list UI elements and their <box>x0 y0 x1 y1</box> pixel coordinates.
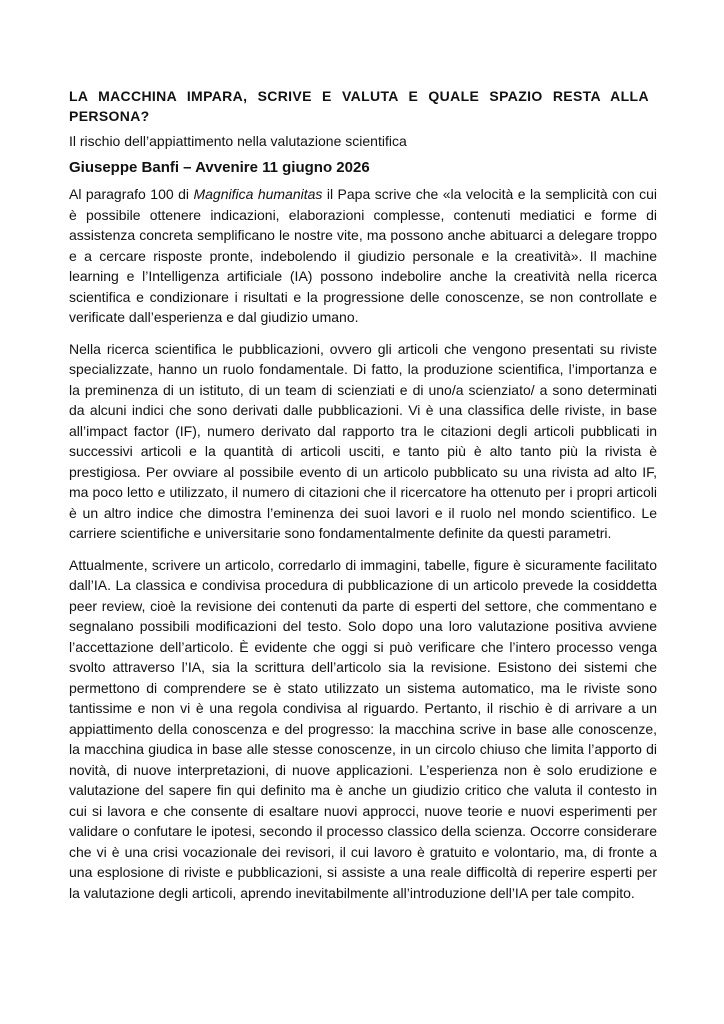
document-page <box>69 86 657 914</box>
article-subtitle: Il rischio dell’appiattimento nella valutazione scientifica <box>69 133 407 149</box>
article-byline: Giuseppe Banfi – Avvenire 11 giugno 2026 <box>69 159 370 176</box>
paragraph-1-text-before: Al paragrafo 100 di <box>69 186 194 202</box>
paragraph-1-text-after: il Papa scrive che «la velocità e la semplicità con cui è possibile ottenere indicazioni, elaborazioni complesse, contenuti mediatici e forme di assistenza concreta semplificano le nostre vite, ma possono anche abituarci a delegare troppo e a cercare risposte pronte, indebolendo il giudizio personale e la creatività». Il machine learning e l’Intelligenza artificiale (IA) possono indebolire anche la creatività nella ricerca scientifica e condizionare i risultati e la progressione delle conoscenze, se non controllate e verificate dall’esperienza e dal giudizio umano. <box>69 186 657 325</box>
article-title: LA MACCHINA IMPARA, SCRIVE E VALUTA E QUALE SPAZIO RESTA ALLA PERSONA? <box>69 88 649 124</box>
encyclical-title: Magnifica humanitas <box>193 186 323 202</box>
paragraph-1 <box>69 184 657 328</box>
paragraph-2: Nella ricerca scientifica le pubblicazioni, ovvero gli articoli che vengono presentati su riviste specializzate, hanno un ruolo fondamentale. Di fatto, la produzione scientifica, l’importanza e la preminenza di un istituto, di un team di scienziati e di uno/a scienziato/ a sono determinati da alcuni indici che sono derivati dalle pubblicazioni. Vi è una classifica delle riviste, in base all’impact factor (IF), numero derivato dal rapporto tra le citazioni degli articoli pubblicati in successivi articoli e la quantità di articoli usciti, e tanto più è alto tanto più la rivista è prestigiosa. Per ovviare al possibile evento di un articolo pubblicato su una rivista ad alto IF, ma poco letto e utilizzato, il numero di citazioni che il ricercatore ha ottenuto per i propri articoli è un altro indice che dimostra l’eminenza dei suoi lavori e il ruolo nel mondo scientifico. Le carriere scientifiche e universitarie sono fondamentalmente definite da questi parametri. <box>69 340 657 541</box>
paragraph-3: Attualmente, scrivere un articolo, corredarlo di immagini, tabelle, figure è sicuramente facilitato dall’IA. La classica e condivisa procedura di pubblicazione di un articolo prevede la cosiddetta peer review, cioè la revisione dei contenuti da parte di esperti del settore, che commentano e segnalano possibili modificazioni del testo. Solo dopo una loro valutazione positiva avviene l’accettazione dell’articolo. È evidente che oggi si può verificare che l’intero processo venga svolto attraverso l’IA, sia la scrittura dell’articolo sia la revisione. Esistono dei sistemi che permettono di comprendere se è stato utilizzato un sistema automatico, ma le riviste sono tantissime e non vi è una regola condivisa al riguardo. Pertanto, il rischio è di arrivare a un appiattimento della conoscenza e del progresso: la macchina scrive in base alle conoscenze, la macchina giudica in base alle stesse conoscenze, in un circolo chiuso che limita l’apporto di novità, di nuove interpretazioni, di nuove applicazioni. L’esperienza non è solo erudizione e valutazione del sapere fin qui definito ma è anche un giudizio critico che valuta il contesto in cui si lavora e che consente di esaltare nuovi approcci, nuove teorie e nuovi esperimenti per validare o confutare le ipotesi, secondo il processo classico della scienza. Occorre considerare che vi è una crisi vocazionale dei revisori, il cui lavoro è gratuito e volontario, ma, di fronte a una esplosione di riviste e pubblicazioni, si assiste a una reale difficoltà di reperire esperti per la valutazione degli articoli, aprendo inevitabilmente all’introduzione dell’IA per tale compito. <box>69 556 657 901</box>
